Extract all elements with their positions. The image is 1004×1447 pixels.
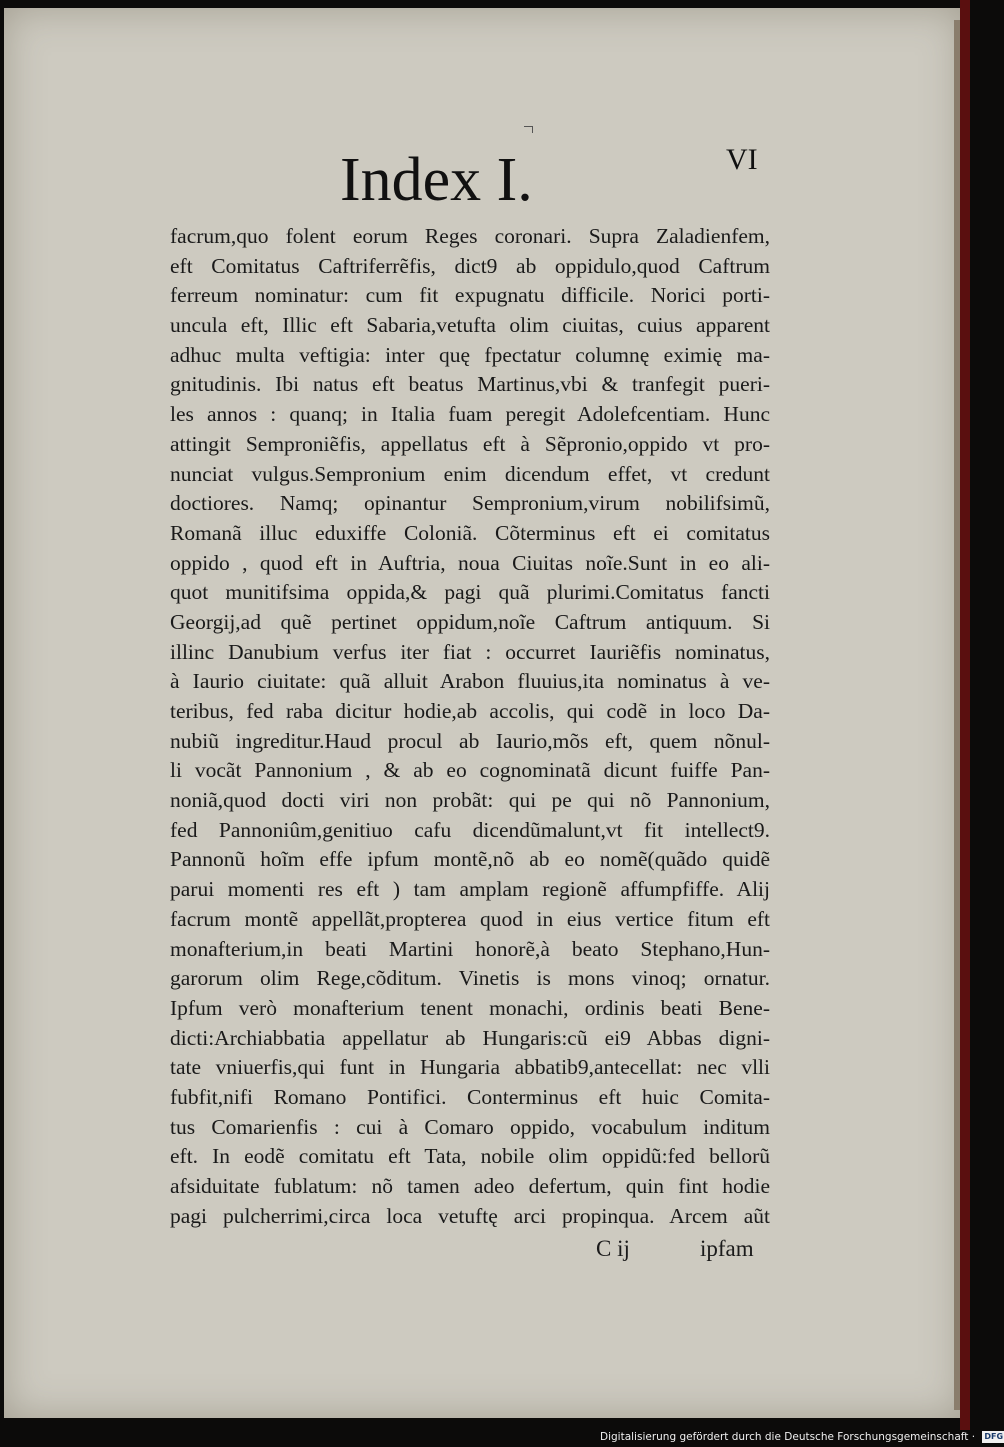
page-bottom-row: [590, 1232, 780, 1266]
text-line: gnitudinis. Ibi natus eft beatus Martinus,vbi & tranfegit pueri-: [170, 372, 770, 397]
dfg-logo-icon: [982, 1431, 1004, 1443]
text-line: uncula eft, Illic eft Sabaria,vetufta olim ciuitas, cuius apparent: [170, 313, 770, 338]
catchword: ipfam: [700, 1236, 754, 1261]
text-line: Romanã illuc eduxiffe Coloniã. Cõterminus eft ei comitatus: [170, 520, 770, 545]
book-binding-edge: [960, 0, 970, 1430]
signature-mark: C ij: [596, 1236, 630, 1261]
text-line: facrum,quo folent eorum Reges coronari. Supra Zaladienfem,: [170, 224, 770, 248]
text-line: afsiduitate fublatum: nõ tamen adeo defertum, quin fint hodie: [170, 1174, 770, 1198]
text-line: oppido , quod eft in Auftria, noua Ciuitas noĩe.Sunt in eo ali-: [170, 550, 770, 575]
text-line: à Iaurio ciuitate: quã alluit Arabon fluuius,ita nominatus à ve-: [170, 669, 770, 694]
digitization-footer: [600, 1429, 1004, 1445]
text-line: Georgij,ad quẽ pertinet oppidum,noĩe Caftrum antiquum. Si: [170, 609, 770, 634]
dfg-logo-text: DFG: [984, 1432, 1004, 1441]
text-line: illinc Danubium verfus iter fiat : occurret Iauriẽfis nominatus,: [170, 639, 770, 664]
folio-number: VI: [726, 143, 758, 176]
text-line: eft Comitatus Caftriferrẽfis, dict9 ab oppidulo,quod Caftrum: [170, 253, 770, 278]
text-line: doctiores. Namq; opinantur Sempronium,virum nobilifsimũ,: [170, 491, 770, 516]
text-line: teribus, fed raba dicitur hodie,ab accolis, qui codẽ in loco Da-: [170, 699, 770, 723]
text-line: nunciat vulgus.Sempronium enim dicendum effet, vt credunt: [170, 461, 770, 486]
text-line: parui momenti res eft ) tam amplam regionẽ affumpfiffe. Alij: [170, 877, 770, 902]
text-line: tus Comarienfis : cui à Comaro oppido, vocabulum inditum: [170, 1114, 770, 1139]
text-line: quot munitifsima oppida,& pagi quã plurimi.Comitatus fancti: [170, 580, 770, 605]
page-title: Index I.: [340, 146, 533, 214]
text-line: tate vniuerfis,qui funt in Hungaria abbatib9,antecellat: nec vlli: [170, 1055, 770, 1080]
text-line: facrum montẽ appellãt,propterea quod in eius vertice fitum eft: [170, 906, 770, 931]
digitization-note: Digitalisierung gefördert durch die Deutsche Forschungsgemeinschaft ·: [600, 1431, 976, 1443]
text-line: fubfit,nifi Romano Pontifici. Conterminus eft huic Comita-: [170, 1084, 770, 1109]
text-line: nubiũ ingreditur.Haud procul ab Iaurio,mõs eft, quem nõnul-: [170, 728, 770, 753]
text-line: adhuc multa veftigia: inter quę fpectatur columnę eximię ma-: [170, 342, 770, 367]
text-line: garorum olim Rege,cõditum. Vinetis is mons vinoq; ornatur.: [170, 966, 770, 991]
body-text: [170, 222, 770, 1231]
printer-mark: [524, 126, 533, 133]
text-line: les annos : quanq; in Italia fuam peregit Adolefcentiam. Hunc: [170, 402, 770, 427]
text-line: Pannonũ hoĩm effe ipfum montẽ,nõ ab eo nomẽ(quãdo quidẽ: [170, 847, 770, 872]
text-line: fed Pannoniûm,genitiuo cafu dicendũmalunt,vt fit intellect9.: [170, 817, 770, 842]
text-line: attingit Semproniẽfis, appellatus eft à Sẽpronio,oppido vt pro-: [170, 431, 770, 456]
text-line: monafterium,in beati Martini honorẽ,à beato Stephano,Hun-: [170, 936, 770, 961]
text-line: dicti:Archiabbatia appellatur ab Hungaris:cũ ei9 Abbas digni-: [170, 1025, 770, 1050]
text-line: li vocãt Pannonium , & ab eo cognominatã dicunt fuiffe Pan-: [170, 758, 770, 783]
text-line: ferreum nominatur: cum fit expugnatu difficile. Norici porti-: [170, 283, 770, 308]
text-line: noniã,quod docti viri non probãt: qui pe qui nõ Pannonium,: [170, 788, 770, 813]
text-line: eft. In eodẽ comitatu eft Tata, nobile olim oppidũ:fed bellorũ: [170, 1144, 770, 1169]
text-line: Ipfum verò monafterium tenent monachi, ordinis beati Bene-: [170, 995, 770, 1020]
text-line: pagi pulcherrimi,circa loca vetuftę arci propinqua. Arcem aũt: [170, 1203, 770, 1228]
